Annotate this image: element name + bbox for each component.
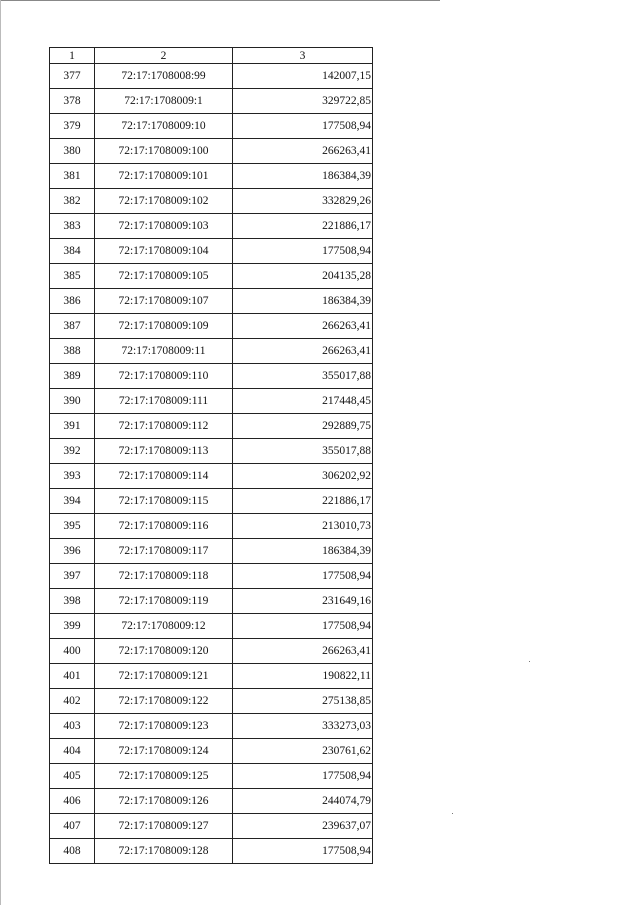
row-number: 378 bbox=[50, 89, 95, 114]
row-number: 396 bbox=[50, 539, 95, 564]
table-row bbox=[50, 789, 373, 814]
cadastral-value: 177508,94 bbox=[233, 564, 373, 589]
cadastral-value: 355017,88 bbox=[233, 439, 373, 464]
row-number: 394 bbox=[50, 489, 95, 514]
cadastral-value: 332829,26 bbox=[233, 189, 373, 214]
cadastral-number: 72:17:1708009:11 bbox=[95, 339, 233, 364]
table-row bbox=[50, 64, 373, 89]
row-number: 390 bbox=[50, 389, 95, 414]
cadastral-number: 72:17:1708009:12 bbox=[95, 614, 233, 639]
table-row bbox=[50, 339, 373, 364]
scan-top-edge bbox=[0, 0, 440, 1]
table-row bbox=[50, 814, 373, 839]
row-number: 397 bbox=[50, 564, 95, 589]
cadastral-number: 72:17:1708009:125 bbox=[95, 764, 233, 789]
table-row bbox=[50, 264, 373, 289]
row-number: 384 bbox=[50, 239, 95, 264]
cadastral-value: 186384,39 bbox=[233, 164, 373, 189]
cadastral-value: 217448,45 bbox=[233, 389, 373, 414]
cadastral-value: 142007,15 bbox=[233, 64, 373, 89]
header-col-3: 3 bbox=[233, 48, 373, 64]
cadastral-value: 221886,17 bbox=[233, 214, 373, 239]
cadastral-value: 266263,41 bbox=[233, 339, 373, 364]
row-number: 399 bbox=[50, 614, 95, 639]
row-number: 387 bbox=[50, 314, 95, 339]
cadastral-number: 72:17:1708009:113 bbox=[95, 439, 233, 464]
row-number: 392 bbox=[50, 439, 95, 464]
cadastral-value: 186384,39 bbox=[233, 289, 373, 314]
table-row bbox=[50, 739, 373, 764]
cadastral-value: 231649,16 bbox=[233, 589, 373, 614]
row-number: 407 bbox=[50, 814, 95, 839]
cadastral-number: 72:17:1708009:101 bbox=[95, 164, 233, 189]
table-row bbox=[50, 764, 373, 789]
header-row bbox=[50, 48, 373, 64]
row-number: 405 bbox=[50, 764, 95, 789]
scan-speck bbox=[529, 661, 530, 662]
table-row bbox=[50, 614, 373, 639]
row-number: 406 bbox=[50, 789, 95, 814]
table-row bbox=[50, 239, 373, 264]
row-number: 388 bbox=[50, 339, 95, 364]
table-row bbox=[50, 639, 373, 664]
table-row bbox=[50, 89, 373, 114]
cadastral-value: 177508,94 bbox=[233, 839, 373, 864]
cadastral-value: 221886,17 bbox=[233, 489, 373, 514]
row-number: 382 bbox=[50, 189, 95, 214]
table-row bbox=[50, 389, 373, 414]
cadastral-number: 72:17:1708009:102 bbox=[95, 189, 233, 214]
row-number: 395 bbox=[50, 514, 95, 539]
cadastral-number: 72:17:1708009:111 bbox=[95, 389, 233, 414]
header-col-1: 1 bbox=[50, 48, 95, 64]
table-row bbox=[50, 664, 373, 689]
cadastral-value: 275138,85 bbox=[233, 689, 373, 714]
cadastral-number: 72:17:1708009:104 bbox=[95, 239, 233, 264]
cadastral-number: 72:17:1708009:122 bbox=[95, 689, 233, 714]
cadastral-number: 72:17:1708009:119 bbox=[95, 589, 233, 614]
table-row bbox=[50, 114, 373, 139]
table-body bbox=[50, 64, 373, 864]
cadastral-number: 72:17:1708009:124 bbox=[95, 739, 233, 764]
cadastral-number: 72:17:1708009:10 bbox=[95, 114, 233, 139]
cadastral-number: 72:17:1708009:1 bbox=[95, 89, 233, 114]
table-row bbox=[50, 839, 373, 864]
cadastral-number: 72:17:1708008:99 bbox=[95, 64, 233, 89]
row-number: 408 bbox=[50, 839, 95, 864]
row-number: 403 bbox=[50, 714, 95, 739]
cadastral-value: 266263,41 bbox=[233, 139, 373, 164]
table-row bbox=[50, 414, 373, 439]
row-number: 385 bbox=[50, 264, 95, 289]
cadastral-value: 355017,88 bbox=[233, 364, 373, 389]
cadastral-value: 177508,94 bbox=[233, 614, 373, 639]
cadastral-number: 72:17:1708009:114 bbox=[95, 464, 233, 489]
cadastral-value: 239637,07 bbox=[233, 814, 373, 839]
cadastral-value: 306202,92 bbox=[233, 464, 373, 489]
cadastral-number: 72:17:1708009:110 bbox=[95, 364, 233, 389]
row-number: 389 bbox=[50, 364, 95, 389]
cadastral-value: 266263,41 bbox=[233, 639, 373, 664]
header-col-2: 2 bbox=[95, 48, 233, 64]
row-number: 386 bbox=[50, 289, 95, 314]
cadastral-number: 72:17:1708009:103 bbox=[95, 214, 233, 239]
row-number: 404 bbox=[50, 739, 95, 764]
cadastral-number: 72:17:1708009:105 bbox=[95, 264, 233, 289]
table-row bbox=[50, 214, 373, 239]
cadastral-number: 72:17:1708009:100 bbox=[95, 139, 233, 164]
table-row bbox=[50, 689, 373, 714]
row-number: 391 bbox=[50, 414, 95, 439]
cadastral-value: 177508,94 bbox=[233, 114, 373, 139]
table-row bbox=[50, 714, 373, 739]
row-number: 393 bbox=[50, 464, 95, 489]
cadastral-value: 213010,73 bbox=[233, 514, 373, 539]
row-number: 383 bbox=[50, 214, 95, 239]
row-number: 377 bbox=[50, 64, 95, 89]
cadastral-number: 72:17:1708009:123 bbox=[95, 714, 233, 739]
cadastral-value: 244074,79 bbox=[233, 789, 373, 814]
cadastral-value: 329722,85 bbox=[233, 89, 373, 114]
cadastral-number: 72:17:1708009:120 bbox=[95, 639, 233, 664]
table-row bbox=[50, 189, 373, 214]
row-number: 401 bbox=[50, 664, 95, 689]
cadastral-value: 292889,75 bbox=[233, 414, 373, 439]
cadastral-number: 72:17:1708009:117 bbox=[95, 539, 233, 564]
cadastral-value: 333273,03 bbox=[233, 714, 373, 739]
table-row bbox=[50, 514, 373, 539]
row-number: 402 bbox=[50, 689, 95, 714]
cadastral-number: 72:17:1708009:118 bbox=[95, 564, 233, 589]
table-row bbox=[50, 314, 373, 339]
cadastral-value: 177508,94 bbox=[233, 239, 373, 264]
cadastral-value: 230761,62 bbox=[233, 739, 373, 764]
table-row bbox=[50, 539, 373, 564]
cadastral-value: 204135,28 bbox=[233, 264, 373, 289]
row-number: 380 bbox=[50, 139, 95, 164]
cadastral-number: 72:17:1708009:112 bbox=[95, 414, 233, 439]
table-row bbox=[50, 564, 373, 589]
row-number: 381 bbox=[50, 164, 95, 189]
cadastral-value: 190822,11 bbox=[233, 664, 373, 689]
table-row bbox=[50, 464, 373, 489]
table-row bbox=[50, 289, 373, 314]
row-number: 398 bbox=[50, 589, 95, 614]
row-number: 379 bbox=[50, 114, 95, 139]
table-row bbox=[50, 439, 373, 464]
cadastral-number: 72:17:1708009:115 bbox=[95, 489, 233, 514]
cadastral-number: 72:17:1708009:107 bbox=[95, 289, 233, 314]
cadastral-number: 72:17:1708009:116 bbox=[95, 514, 233, 539]
cadastral-number: 72:17:1708009:126 bbox=[95, 789, 233, 814]
cadastral-value: 177508,94 bbox=[233, 764, 373, 789]
table-row bbox=[50, 364, 373, 389]
scan-speck bbox=[452, 813, 453, 814]
cadastral-value: 186384,39 bbox=[233, 539, 373, 564]
table-row bbox=[50, 139, 373, 164]
cadastral-number: 72:17:1708009:121 bbox=[95, 664, 233, 689]
row-number: 400 bbox=[50, 639, 95, 664]
cadastral-value-table bbox=[49, 47, 373, 864]
table-row bbox=[50, 164, 373, 189]
cadastral-number: 72:17:1708009:128 bbox=[95, 839, 233, 864]
table-row bbox=[50, 489, 373, 514]
cadastral-number: 72:17:1708009:127 bbox=[95, 814, 233, 839]
scan-left-edge bbox=[0, 0, 1, 905]
cadastral-value: 266263,41 bbox=[233, 314, 373, 339]
cadastral-number: 72:17:1708009:109 bbox=[95, 314, 233, 339]
table-row bbox=[50, 589, 373, 614]
